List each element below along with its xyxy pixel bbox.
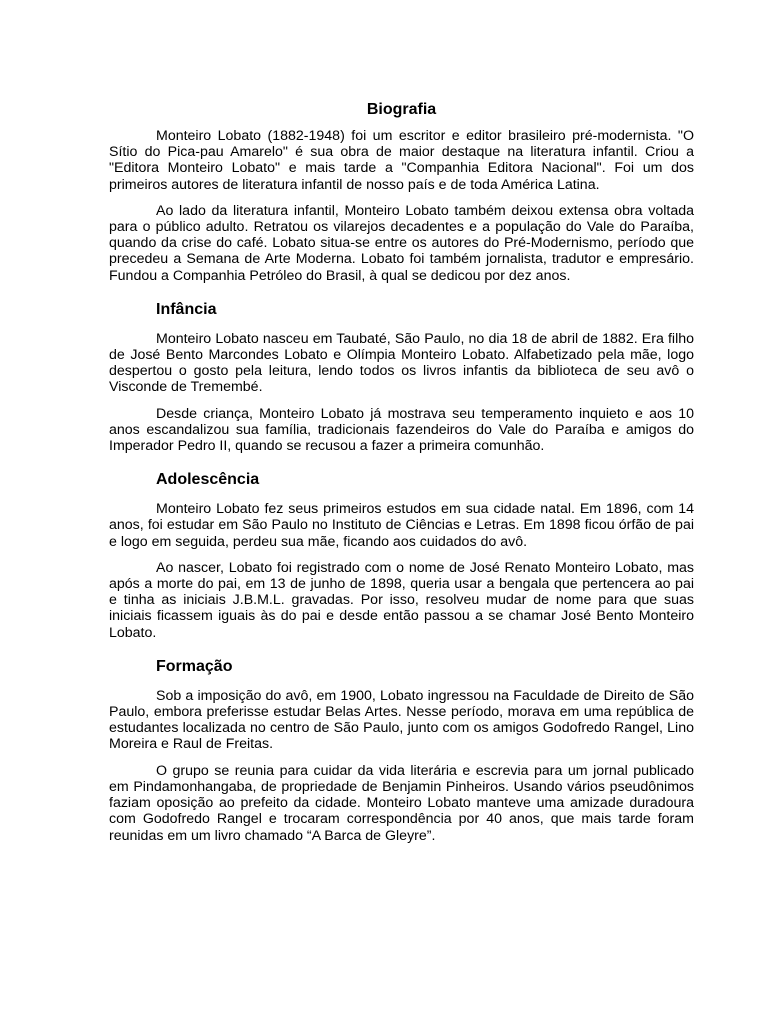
document-page (109, 100, 694, 854)
document-title: Biografia (366, 101, 437, 118)
intro-paragraph-2: Ao lado da literatura infantil, Monteiro Lobato também deixou extensa obra voltada para o público adulto. Retratou os vilarejos decadentes e a população do Vale do Paraíba, quando da crise do café. Lobato situa-se entre os autores do Pré-Modernismo, período que precedeu a Semana de Arte Moderna. Lobato foi também jornalista, tradutor e empresário. Fundou a Companhia Petróleo do Brasil, à qual se dedicou por dez anos. (109, 202, 694, 284)
formacao-paragraph-2: O grupo se reunia para cuidar da vida literária e escrevia para um jornal publicado em Pindamonhangaba, de propriedade de Benjamin Pinheiros. Usando vários pseudônimos faziam oposição ao prefeito da cidade. Monteiro Lobato manteve uma amizade duradoura com Godofredo Rangel e trocaram correspondência por 40 anos, que mais tarde foram reunidas em um livro chamado “A Barca de Gleyre”. (109, 762, 694, 844)
section-heading-adolescencia: Adolescência (156, 471, 260, 489)
adolescencia-paragraph-2: Ao nascer, Lobato foi registrado com o nome de José Renato Monteiro Lobato, mas após a morte do pai, em 13 de junho de 1898, queria usar a bengala que pertencera ao pai e tinha as iniciais J.B.M.L. gravadas. Por isso, resolveu mudar de nome para que suas iniciais ficassem iguais às do pai e desde então passou a se chamar José Bento Monteiro Lobato. (109, 559, 694, 641)
infancia-paragraph-1: Monteiro Lobato nasceu em Taubaté, São Paulo, no dia 18 de abril de 1882. Era filho de José Bento Marcondes Lobato e Olímpia Monteiro Lobato. Alfabetizado pela mãe, logo despertou o gosto pela leitura, lendo todos os livros infantis da biblioteca de seu avô o Visconde de Tremembé. (109, 330, 694, 396)
section-heading-infancia: Infância (156, 300, 217, 318)
section-infancia (109, 300, 694, 454)
section-adolescencia (109, 470, 694, 641)
section-heading-formacao: Formação (156, 657, 233, 675)
infancia-paragraph-2: Desde criança, Monteiro Lobato já mostrava seu temperamento inquieto e aos 10 anos escandalizou sua família, tradicionais fazendeiros do Vale do Paraíba e amigos do Imperador Pedro II, quando se recusou a fazer a primeira comunhão. (109, 405, 694, 455)
section-formacao (109, 657, 694, 844)
formacao-paragraph-1: Sob a imposição do avô, em 1900, Lobato ingressou na Faculdade de Direito de São Paulo, embora preferisse estudar Belas Artes. Nesse período, morava em uma república de estudantes localizada no centro de São Paulo, junto com os amigos Godofredo Rangel, Lino Moreira e Raul de Freitas. (109, 687, 694, 753)
intro-paragraph-1: Monteiro Lobato (1882-1948) foi um escritor e editor brasileiro pré-modernista. "O Sítio do Pica-pau Amarelo" é sua obra de maior destaque na literatura infantil. Criou a "Editora Monteiro Lobato" e mais tarde a "Companhia Editora Nacional". Foi um dos primeiros autores de literatura infantil de nosso país e de toda América Latina. (109, 128, 694, 193)
adolescencia-paragraph-1: Monteiro Lobato fez seus primeiros estudos em sua cidade natal. Em 1896, com 14 anos, foi estudar em São Paulo no Instituto de Ciências e Letras. Em 1898 ficou órfão de pai e logo em seguida, perdeu sua mãe, ficando aos cuidados do avô. (109, 501, 694, 550)
